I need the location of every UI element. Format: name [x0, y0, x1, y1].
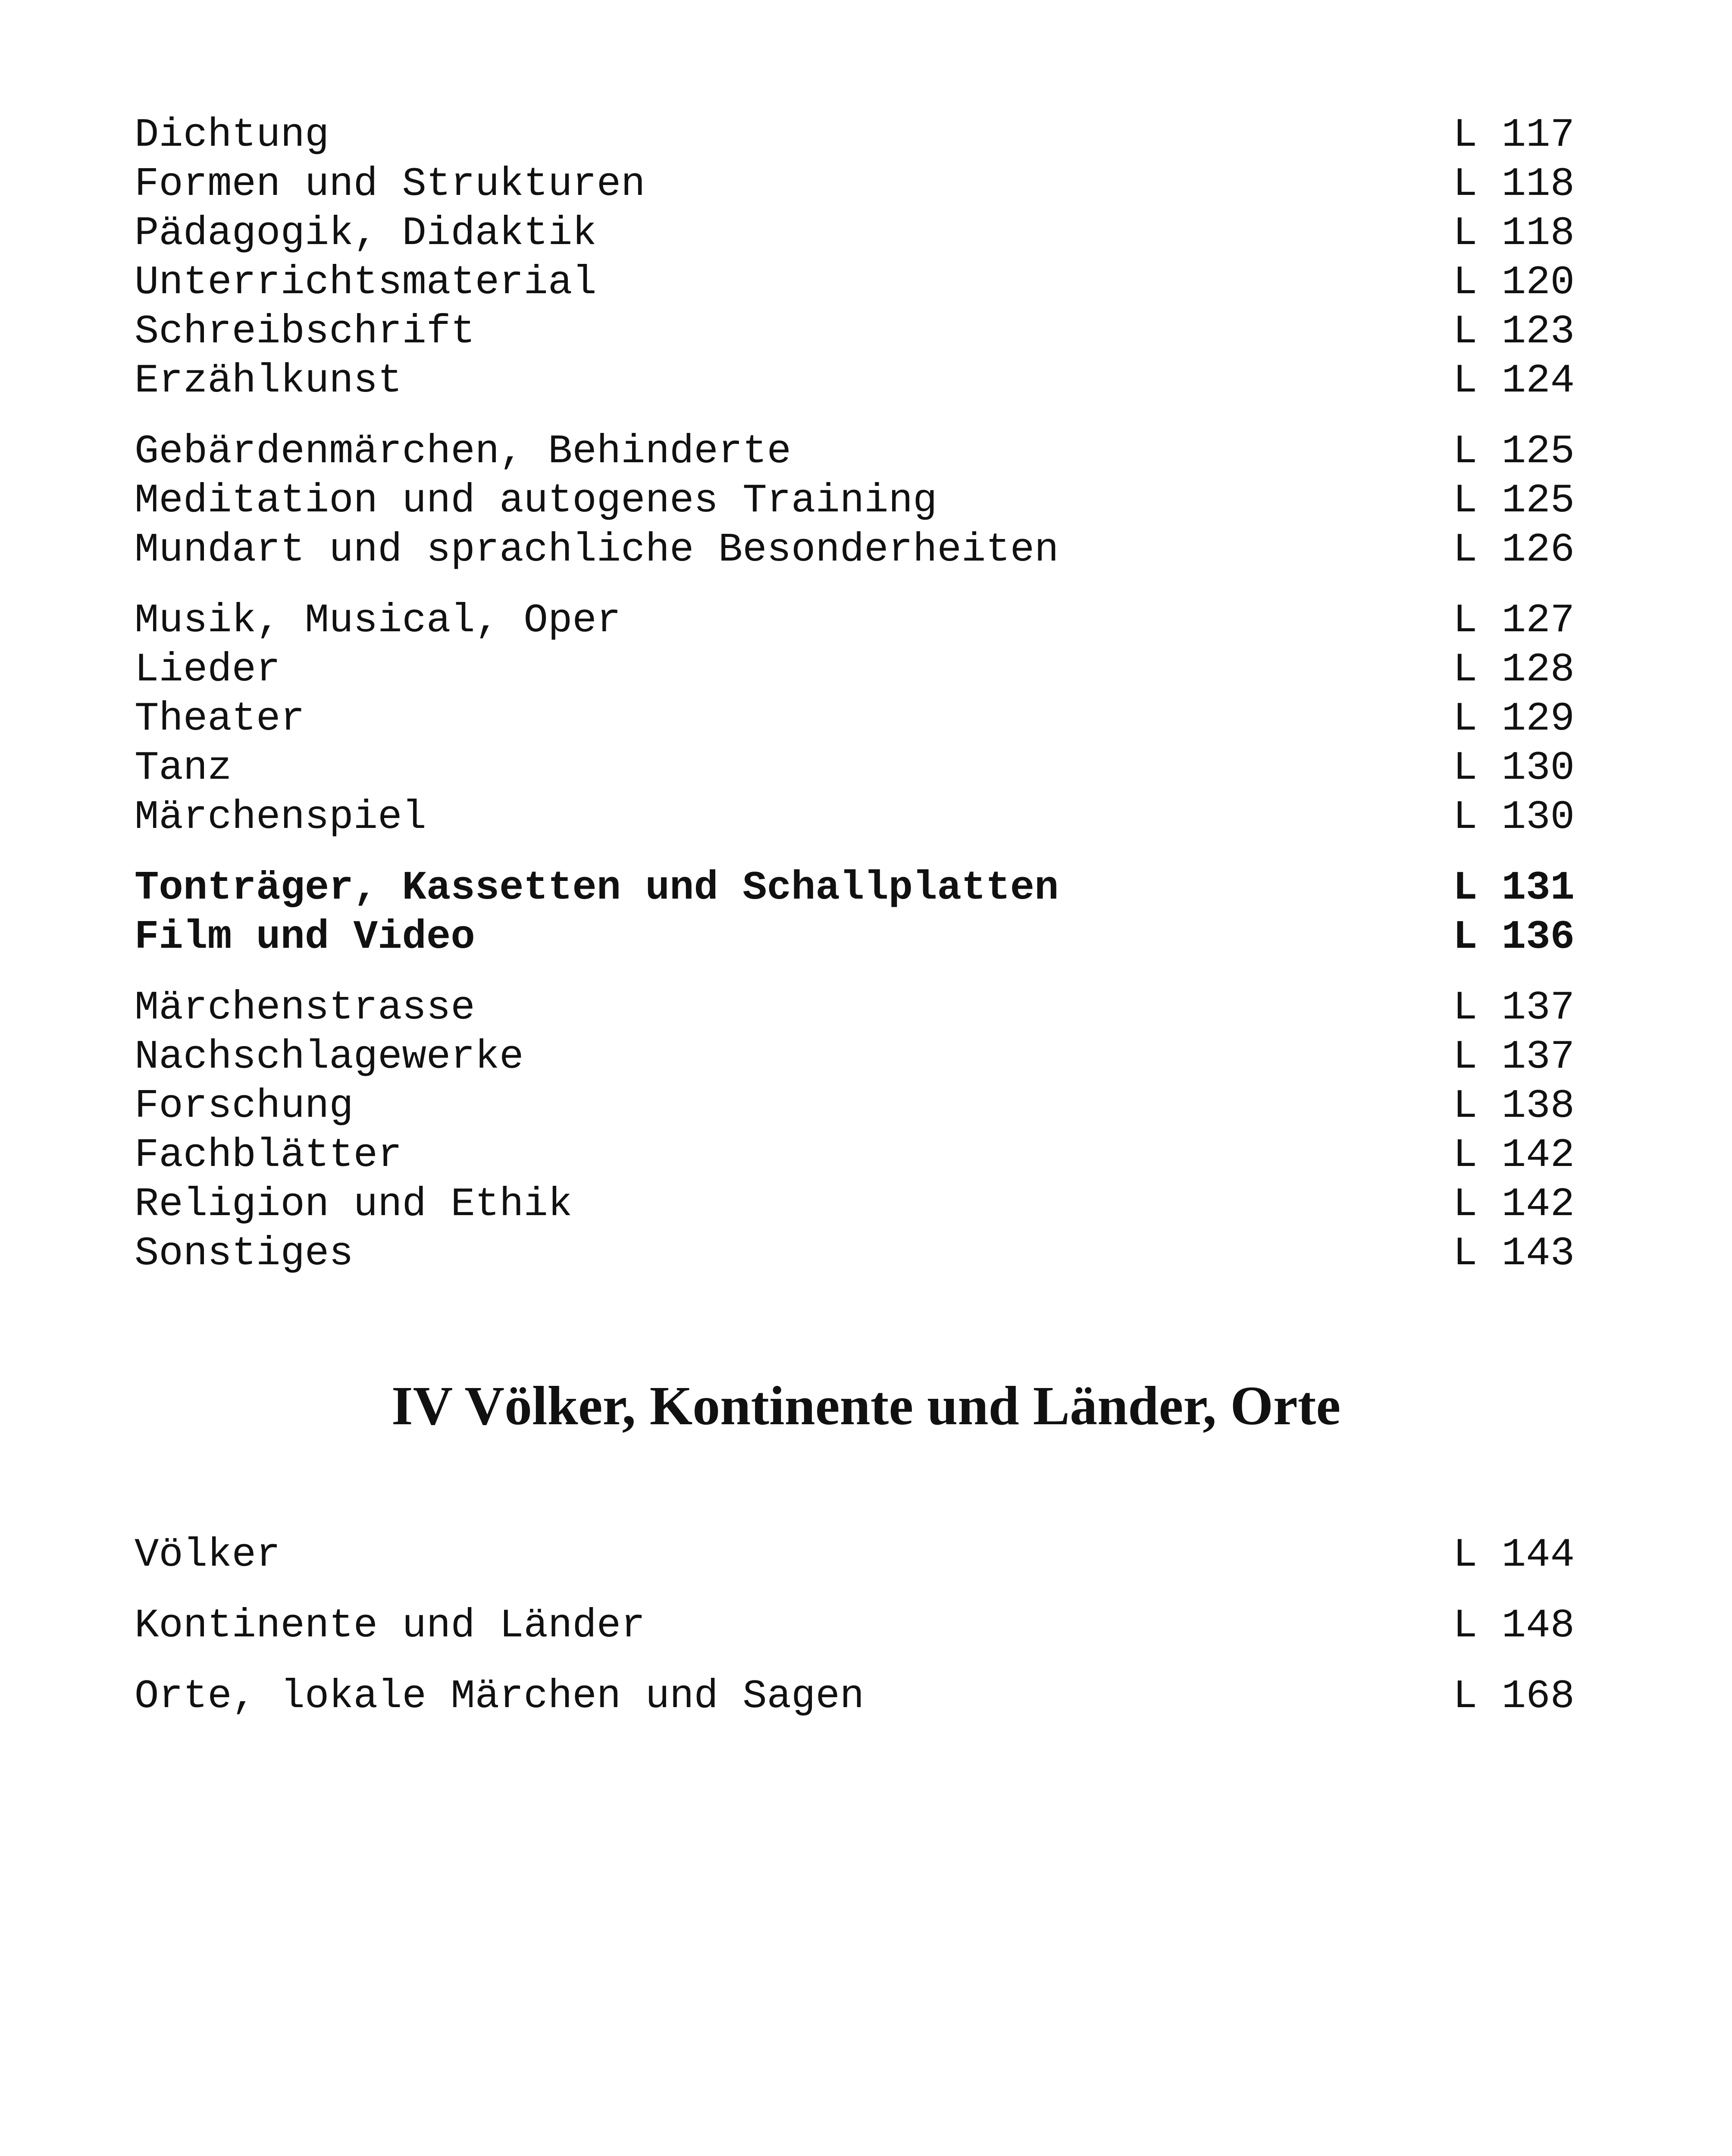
toc-entry-title: Erzählkunst [135, 358, 402, 404]
toc-entry [135, 209, 1575, 258]
toc-entry-page-ref: L 138 [1453, 1084, 1575, 1129]
toc-entry [135, 1531, 1575, 1580]
toc-entry-title: Sonstiges [135, 1231, 354, 1277]
toc-entry-page-ref: L 130 [1453, 795, 1575, 840]
toc-entry-title: Musik, Musical, Oper [135, 598, 621, 644]
toc-entry [135, 596, 1575, 646]
toc-entry-title: Fachblätter [135, 1133, 402, 1178]
toc-entry-title: Religion und Ethik [135, 1182, 573, 1228]
toc-entry [135, 427, 1575, 476]
toc-group [135, 984, 1575, 1279]
toc-entry [135, 160, 1575, 209]
toc-entry-page-ref: L 118 [1453, 211, 1575, 257]
toc-entry [135, 1082, 1575, 1131]
toc-entry-title: Gebärdenmärchen, Behinderte [135, 429, 792, 475]
toc-entry-title: Unterrichtsmaterial [135, 260, 597, 306]
toc-entry-title: Formen und Strukturen [135, 162, 645, 207]
toc-entry-page-ref: L 120 [1453, 260, 1575, 306]
toc-entry-page-ref: L 144 [1453, 1532, 1575, 1578]
toc-entry-title: Märchenstrasse [135, 985, 475, 1031]
toc-entry-page-ref: L 142 [1453, 1182, 1575, 1228]
toc-entry-title: Meditation und autogenes Training [135, 478, 937, 524]
toc-entry-title: Tanz [135, 746, 232, 791]
toc-entry-page-ref: L 129 [1453, 696, 1575, 742]
toc-group [135, 427, 1575, 575]
toc-entry [135, 258, 1575, 307]
toc-entry-page-ref: L 126 [1453, 527, 1575, 573]
toc-group [135, 111, 1575, 406]
toc-entry [135, 357, 1575, 406]
toc-entry [135, 1601, 1575, 1651]
toc-entry-title: Schreibschrift [135, 309, 475, 355]
toc-group [135, 596, 1575, 842]
toc-entry-title: Dichtung [135, 113, 329, 158]
toc-entry-page-ref: L 117 [1453, 113, 1575, 158]
toc-entry [135, 1672, 1575, 1721]
toc-entry-page-ref: L 143 [1453, 1231, 1575, 1277]
toc-entry-page-ref: L 125 [1453, 478, 1575, 524]
toc-entry-title: Orte, lokale Märchen und Sagen [135, 1674, 864, 1720]
toc-entry-page-ref: L 137 [1453, 1034, 1575, 1080]
toc-entry-page-ref: L 127 [1453, 598, 1575, 644]
toc-entry-title: Theater [135, 696, 305, 742]
toc-entry [135, 984, 1575, 1033]
toc-entry [135, 695, 1575, 744]
toc-entry-title: Mundart und sprachliche Besonderheiten [135, 527, 1059, 573]
toc-entry [135, 646, 1575, 695]
toc-entry-page-ref: L 118 [1453, 162, 1575, 207]
toc-group [135, 864, 1575, 962]
toc-entry [135, 476, 1575, 526]
toc-entry [135, 1131, 1575, 1180]
toc-entry-page-ref: L 136 [1453, 915, 1575, 960]
toc-entry-title: Kontinente und Länder [135, 1603, 645, 1649]
toc-entry [135, 111, 1575, 160]
table-of-contents-part-1 [135, 111, 1575, 1279]
toc-entry-page-ref: L 123 [1453, 309, 1575, 355]
toc-entry [135, 744, 1575, 793]
toc-entry-title: Märchenspiel [135, 795, 426, 840]
toc-entry [135, 864, 1575, 913]
toc-entry [135, 1033, 1575, 1082]
toc-entry [135, 913, 1575, 962]
toc-entry-title: Tonträger, Kassetten und Schallplatten [135, 865, 1059, 911]
toc-entry-title: Lieder [135, 647, 281, 693]
toc-entry-page-ref: L 124 [1453, 358, 1575, 404]
toc-entry-title: Pädagogik, Didaktik [135, 211, 597, 257]
toc-entry-page-ref: L 168 [1453, 1674, 1575, 1720]
toc-entry [135, 307, 1575, 357]
toc-entry-page-ref: L 142 [1453, 1133, 1575, 1178]
toc-entry-page-ref: L 148 [1453, 1603, 1575, 1649]
toc-entry [135, 1229, 1575, 1279]
toc-entry-page-ref: L 131 [1453, 865, 1575, 911]
section-heading: IV Völker, Kontinente und Länder, Orte [391, 1375, 1341, 1436]
toc-entry-title: Nachschlagewerke [135, 1034, 524, 1080]
toc-entry [135, 1180, 1575, 1229]
toc-entry-title: Völker [135, 1532, 281, 1578]
toc-entry-title: Film und Video [135, 915, 475, 960]
table-of-contents-part-2 [135, 1531, 1575, 1721]
toc-entry-page-ref: L 128 [1453, 647, 1575, 693]
toc-entry [135, 526, 1575, 575]
toc-entry-page-ref: L 137 [1453, 985, 1575, 1031]
toc-entry-page-ref: L 125 [1453, 429, 1575, 475]
toc-entry-page-ref: L 130 [1453, 746, 1575, 791]
toc-entry [135, 793, 1575, 842]
toc-entry-title: Forschung [135, 1084, 354, 1129]
